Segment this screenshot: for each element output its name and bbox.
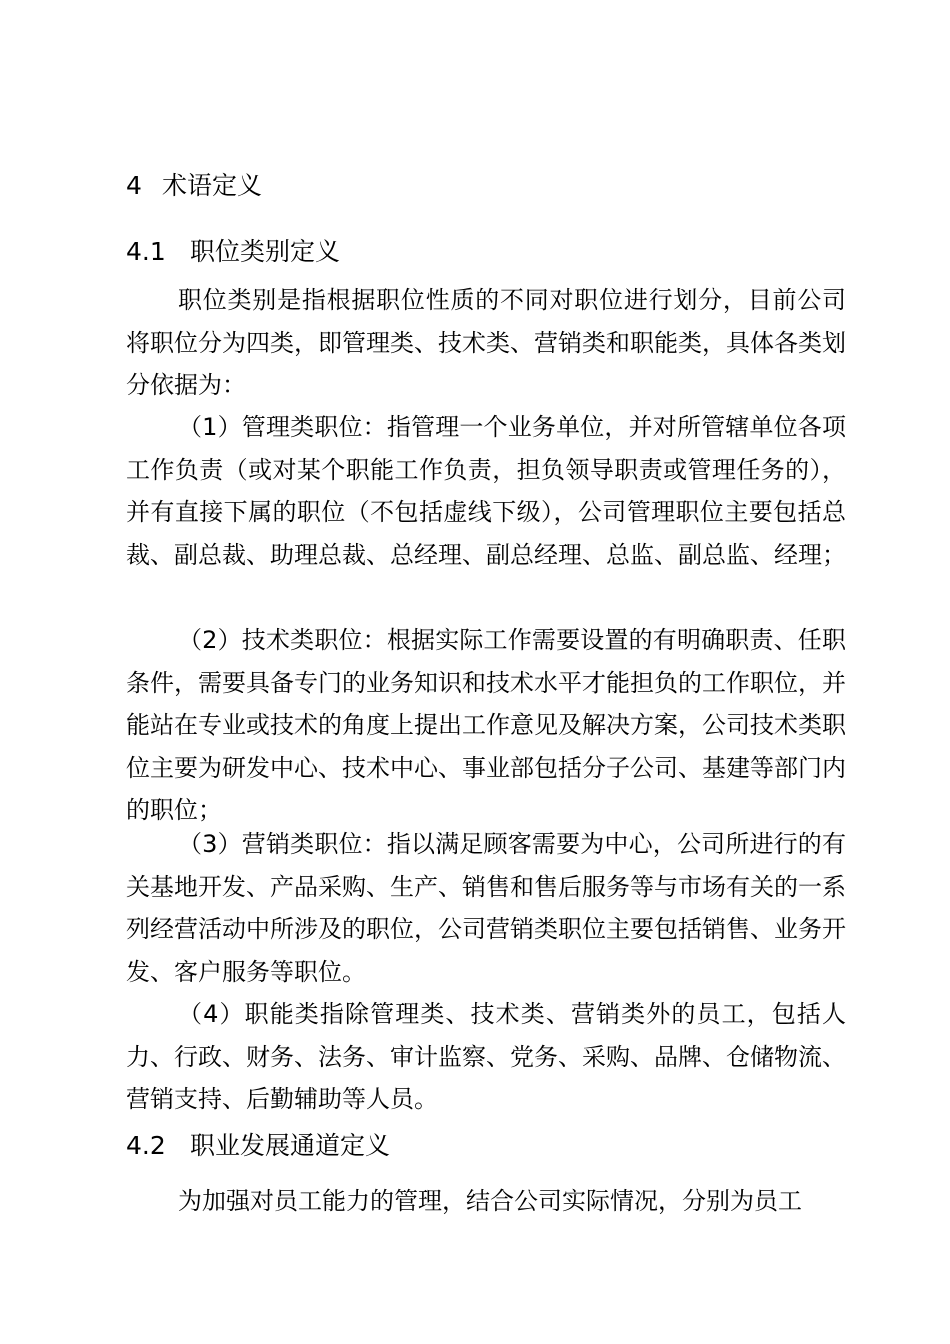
list-item-marketing: （3）营销类职位：指以满足顾客需要为中心，公司所进行的有关基地开发、产品采购、生产、销售和售后服务等与市场有关的一系列经营活动中所涉及的职位，公司营销类职位主要包括销售、业务开发、客户服务等职位。 <box>126 830 846 986</box>
list-item-functional: （4）职能类指除管理类、技术类、营销类外的员工，包括人力、行政、财务、法务、审计监察、党务、采购、品牌、仓储物流、营销支持、后勤辅助等人员。 <box>126 1000 846 1113</box>
list-item-technical: （2）技术类职位：根据实际工作需要设置的有明确职责、任职条件，需要具备专门的业务知识和技术水平才能担负的工作职位，并能站在专业或技术的角度上提出工作意见及解决方案，公司技术类职位主要为研发中心、技术中心、事业部包括分子公司、基建等部门内的职位； <box>126 626 846 824</box>
section-number: 4.1 <box>126 237 166 266</box>
section-number: 4 <box>126 171 142 200</box>
intro-paragraph: 职位类别是指根据职位性质的不同对职位进行划分，目前公司将职位分为四类，即管理类、技术类、营销类和职能类，具体各类划分依据为： <box>126 286 846 399</box>
section-title: 术语定义 <box>162 171 263 200</box>
section-heading-4 <box>126 168 262 204</box>
section-heading-4-1 <box>126 234 340 270</box>
section-title: 职业发展通道定义 <box>190 1131 391 1160</box>
section-number: 4.2 <box>126 1131 166 1160</box>
paragraph-4-2: 为加强对员工能力的管理，结合公司实际情况，分别为员工 <box>178 1187 802 1215</box>
section-title: 职位类别定义 <box>190 237 341 266</box>
list-item-management: （1）管理类职位：指管理一个业务单位，并对所管辖单位各项工作负责（或对某个职能工作负责，担负领导职责或管理任务的），并有直接下属的职位（不包括虚线下级），公司管理职位主要包括总裁、副总裁、助理总裁、总经理、副总经理、总监、副总监、经理； <box>126 413 846 569</box>
section-heading-4-2 <box>126 1128 390 1164</box>
